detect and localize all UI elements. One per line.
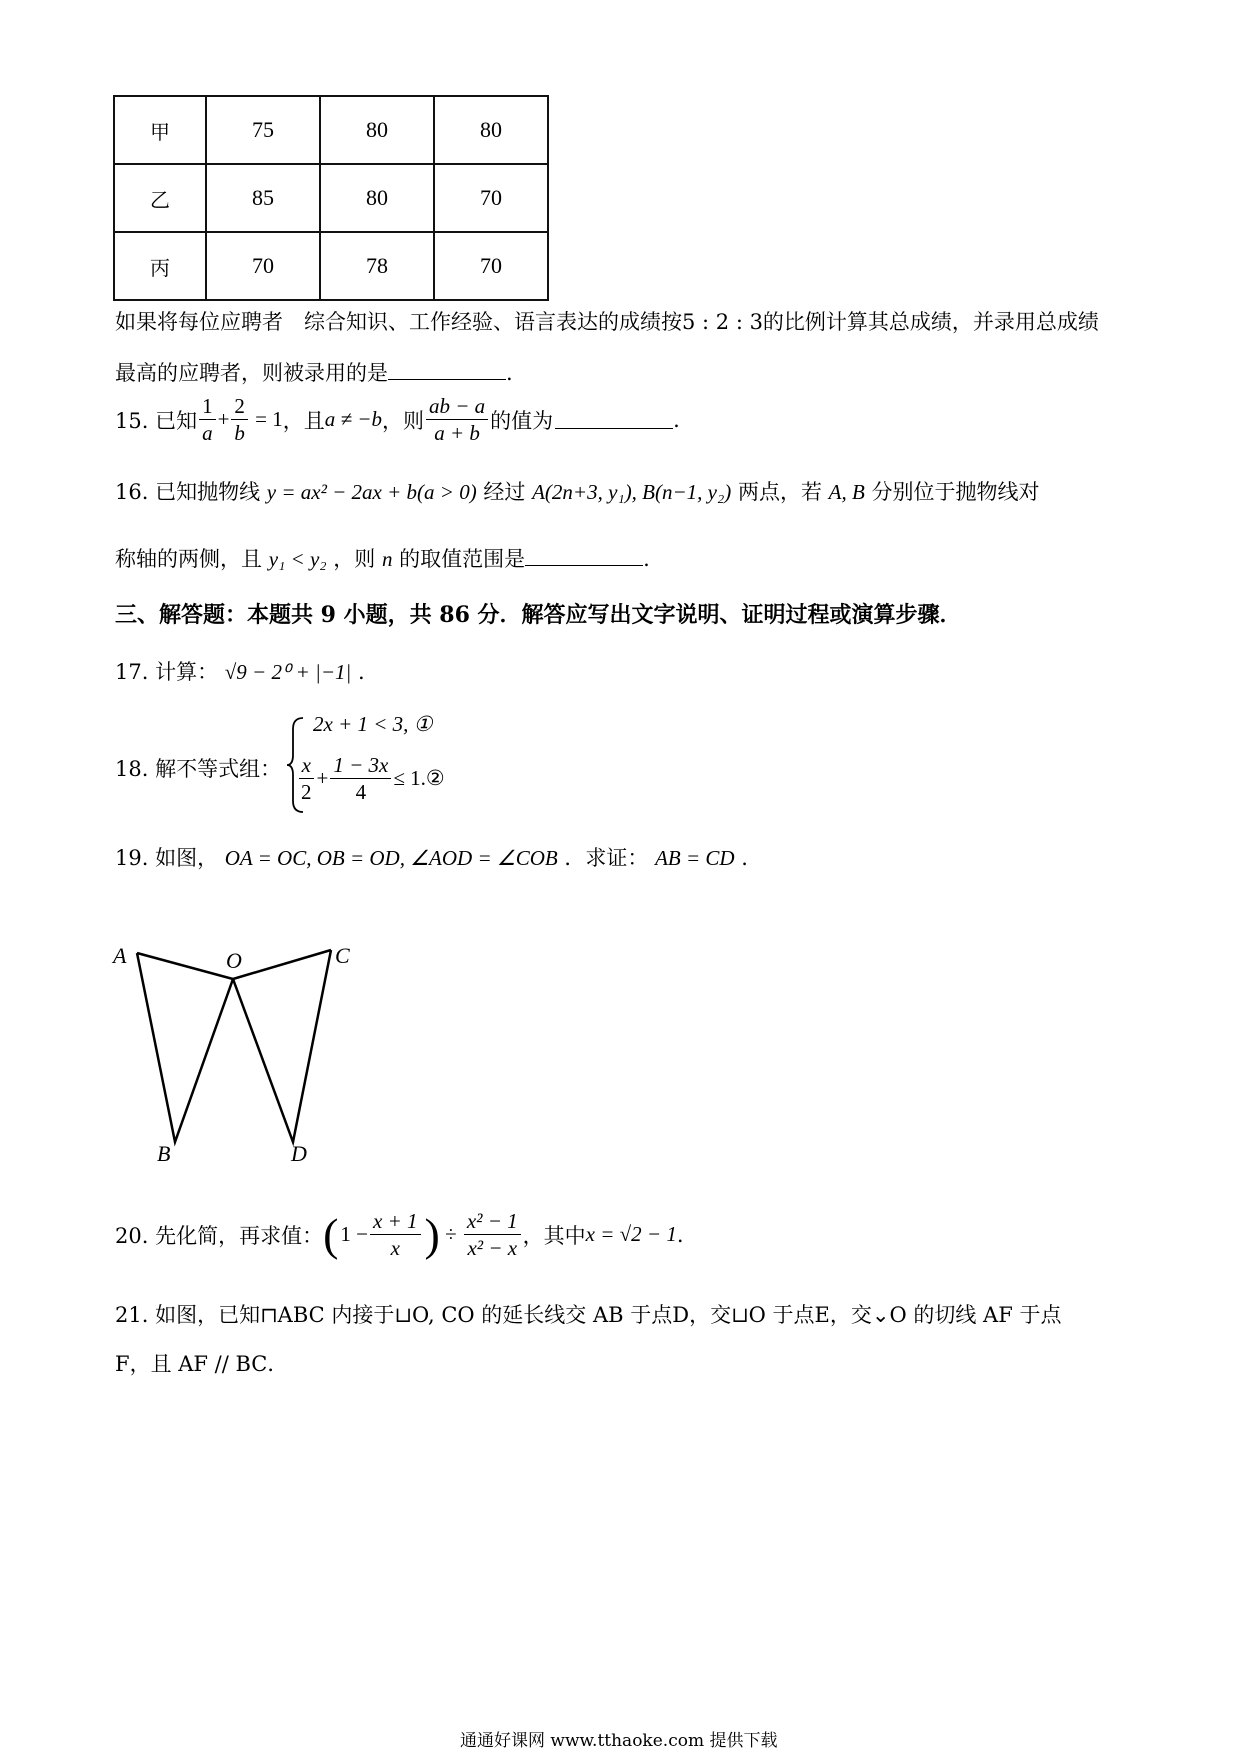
table-row — [114, 164, 548, 232]
q16-ab: A, B — [828, 480, 865, 504]
q17-prefix: 17. 计算： — [115, 660, 219, 684]
q19-prove: ．求证： — [564, 846, 649, 870]
q15-cond-math: a ≠ −b — [324, 407, 382, 431]
q14-line1 — [115, 306, 1099, 336]
q20-where: ，其中 — [522, 1223, 586, 1248]
table-cell-name: 乙 — [114, 164, 206, 232]
q16-prefix: 16. 已知抛物线 — [115, 480, 261, 504]
q18-ineq2-tail: ≤ 1.② — [393, 766, 445, 790]
q20-period: . — [676, 1222, 684, 1247]
q19-given: OA = OC, OB = OD, ∠AOD = ∠COB — [224, 846, 558, 870]
q15-prefix: 15. 已知 — [115, 408, 198, 433]
answer-blank[interactable] — [525, 547, 643, 566]
frac-2-over-b: $\frac{2}{b}$ — [231, 393, 248, 446]
table-cell-score: 70 — [434, 164, 548, 232]
table-cell-score: 78 — [320, 232, 434, 300]
question-19 — [115, 842, 748, 872]
question-15: 15. 已知 $\frac{1}{a}$ + $\frac{2}{b}$ = 1 ，且 a ≠ −b ，则 $\frac{ab - a}{a + b}$ 的值为 . — [115, 394, 680, 445]
question-18-label — [115, 753, 281, 783]
q14-period: . — [506, 361, 513, 385]
q17-period: . — [357, 660, 365, 684]
q19-prefix: 19. 如图， — [115, 846, 219, 870]
q16-line2c: 的取值范围是 — [399, 547, 526, 571]
q15-period: . — [673, 407, 680, 432]
q16-line2b: ，则 — [333, 547, 376, 571]
q19-goal: AB = CD — [655, 846, 735, 870]
label-D: D — [291, 1141, 307, 1165]
q16-parabola: y = ax² − 2ax + b(a > 0) — [266, 480, 477, 504]
table-cell-score: 75 — [206, 96, 320, 164]
q14-text-1: 如果将每位应聘者 综合知识、工作经验、语言表达的成绩按5 : 2 : 3的比例计算其总成绩，并录用总成绩 — [115, 310, 1099, 334]
q16-period: . — [643, 547, 650, 571]
question-21-line2: F，且 AF // BC． — [115, 1352, 289, 1376]
q18-inequality-1: 2x + 1 < 3, ① — [313, 712, 433, 736]
q16-ineq: y₁ < y₂ — [268, 547, 327, 571]
q19-figure — [110, 935, 370, 1165]
label-C: C — [335, 943, 350, 968]
table-cell-name: 甲 — [114, 96, 206, 164]
answer-blank[interactable] — [388, 361, 506, 380]
table-row — [114, 96, 548, 164]
q14-text-2: 最高的应聘者，则被录用的是 — [115, 361, 388, 385]
q15-suffix: 的值为 — [490, 408, 554, 433]
frac-x-plus-1-over-x: $\frac{x + 1}{x}$ — [370, 1208, 421, 1261]
label-A: A — [113, 943, 127, 968]
q15-cond: ，且 — [282, 408, 325, 433]
table-cell-score: 70 — [206, 232, 320, 300]
q15-then: ，则 — [381, 408, 424, 433]
frac-x2-minus-1-over-x2-minus-x: $\frac{\text{x² − 1}}{\text{x² − x}}$ — [464, 1208, 521, 1261]
triangle-AOB — [137, 953, 233, 1142]
table-cell-score: 85 — [206, 164, 320, 232]
q20-prefix: 20. 先化简，再求值： — [115, 1223, 324, 1248]
label-B: B — [157, 1141, 171, 1165]
question-16-line2 — [115, 543, 650, 573]
table-row — [114, 232, 548, 300]
question-21-line1: 21. 如图，已知⊓ABC 内接于⊔O, CO 的延长线交 AB 于点D，交⊔O 于点E，交⌄O 的切线 AF 于点 — [115, 1303, 1062, 1327]
table-cell-name: 丙 — [114, 232, 206, 300]
table-cell-score: 80 — [320, 96, 434, 164]
frac-ab-minus-a: $\frac{ab - a}{a + b}$ — [426, 393, 488, 446]
question-17 — [115, 656, 365, 686]
q18-prefix: 18. 解不等式组： — [115, 757, 282, 781]
question-20: 20. 先化简，再求值： ( 1 − $\frac{x + 1}{x}$ ) ÷ $\frac{\text{x² − 1}}{\text{x² − x}}$ ，其中 x = √2 − 1 . — [115, 1208, 684, 1260]
section-3-heading: 三、解答题：本题共 9 小题，共 86 分．解答应写出文字说明、证明过程或演算步骤． — [115, 602, 962, 628]
table-cell-score: 80 — [434, 96, 548, 164]
frac-x-over-2: $\frac{x}{2}$ — [298, 752, 315, 805]
table-cell-score: 70 — [434, 232, 548, 300]
triangle-COD — [233, 950, 331, 1142]
q18-inequality-2: $\frac{x}{2}$ + $\frac{1 - 3x}{4}$ ≤ 1.② — [296, 752, 445, 805]
q16-points: A(2n+3, y₁), B(n−1, y₂) — [532, 480, 732, 504]
q19-period: . — [741, 846, 748, 870]
score-table — [113, 95, 549, 301]
q16-rest: 两点，若 — [737, 480, 822, 504]
q20-x-value: x = √2 − 1 — [585, 1222, 677, 1246]
frac-1-minus-3x-over-4: $\frac{1 - 3x}{4}$ — [330, 752, 391, 805]
q14-line2 — [115, 357, 513, 387]
q16-n: n — [381, 547, 393, 571]
page-footer: 通通好课网 www.tthaoke.com 提供下载 — [460, 1731, 778, 1751]
q16-passes: 经过 — [483, 480, 526, 504]
label-O: O — [226, 948, 242, 973]
table-cell-score: 80 — [320, 164, 434, 232]
question-16-line1 — [115, 476, 1040, 506]
q16-rest2: 分别位于抛物线对 — [871, 480, 1040, 504]
frac-1-over-a: $\frac{1}{a}$ — [199, 393, 216, 446]
answer-blank[interactable] — [555, 410, 673, 429]
q16-line2a: 称轴的两侧，且 — [115, 547, 262, 571]
q17-expression: √9 − 2⁰ + |−1| — [224, 660, 352, 684]
